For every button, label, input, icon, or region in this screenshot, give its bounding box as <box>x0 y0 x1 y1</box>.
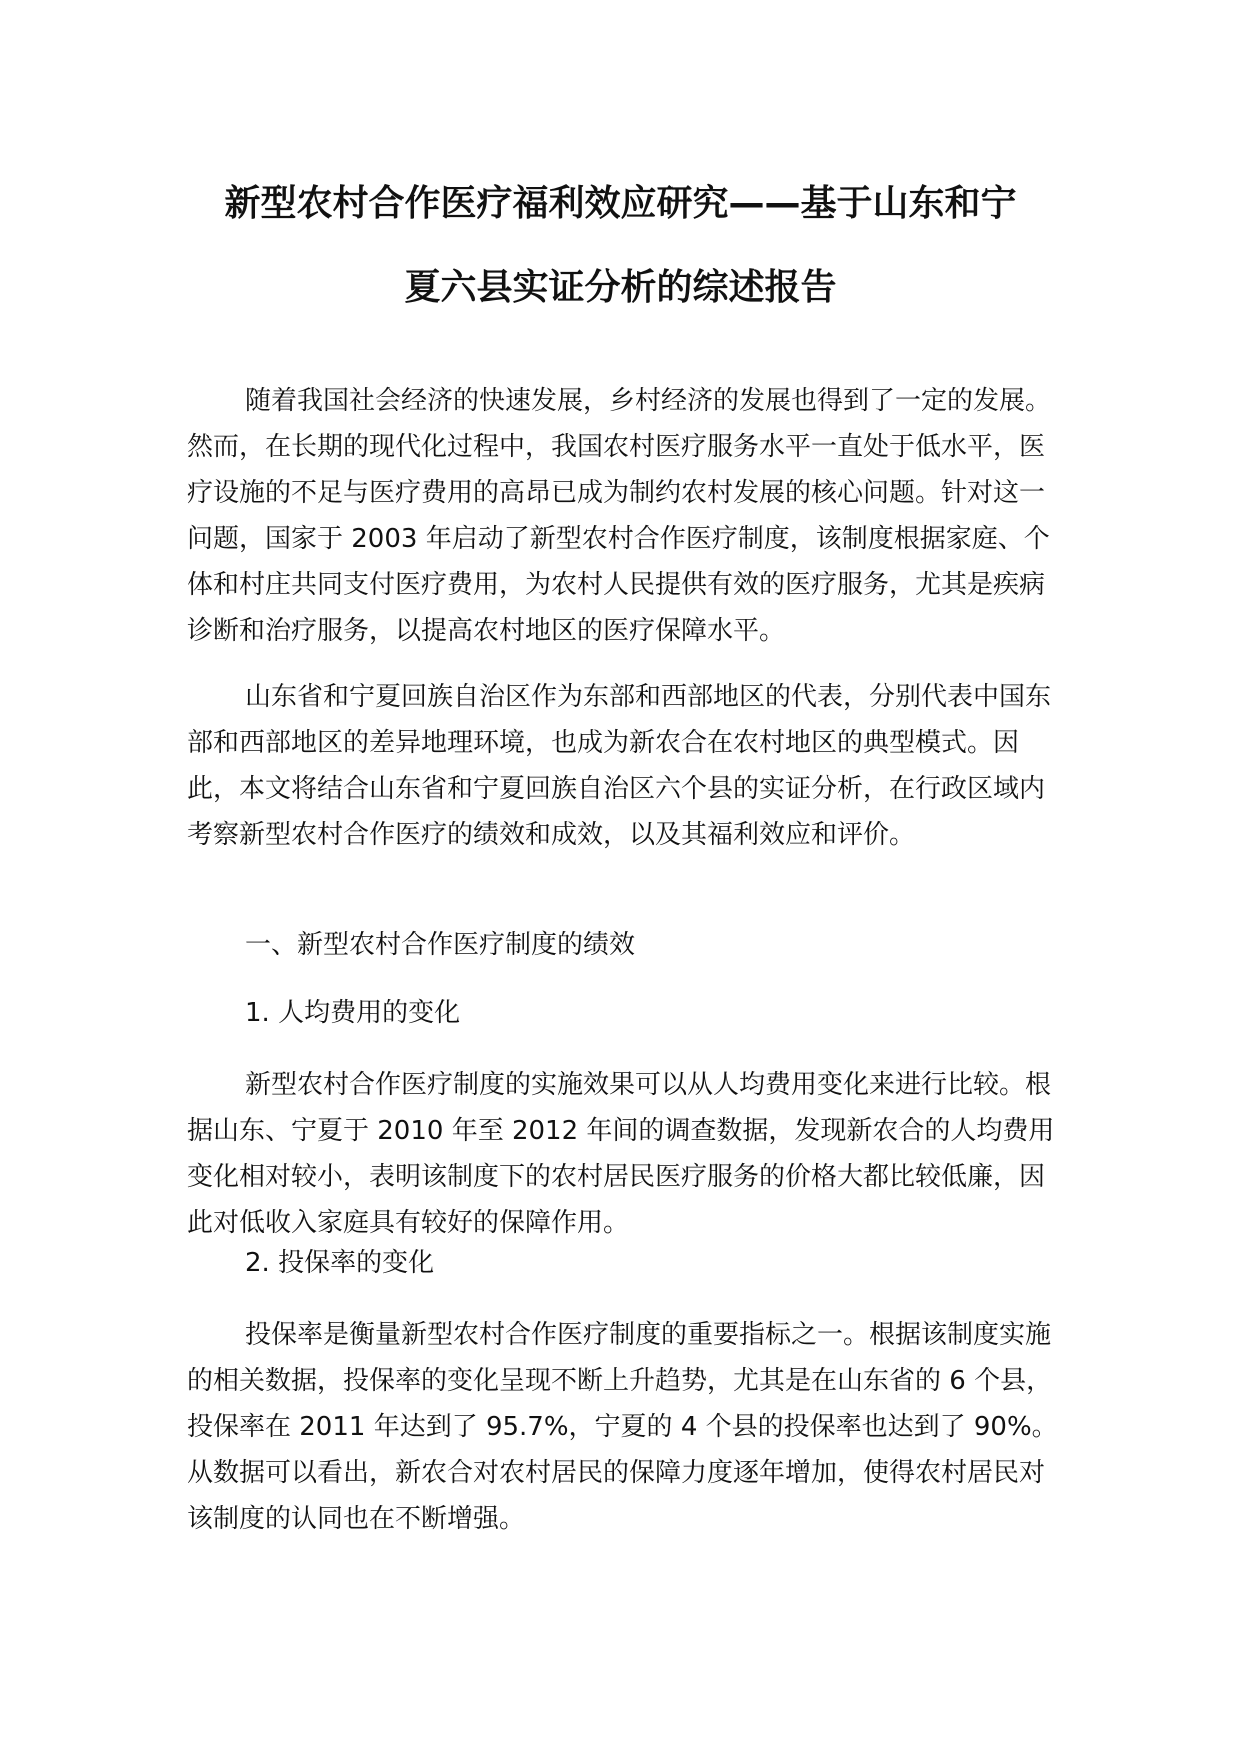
paragraph-regions: 山东省和宁夏回族自治区作为东部和西部地区的代表，分别代表中国东部和西部地区的差异地理环境，也成为新农合在农村地区的典型模式。因此，本文将结合山东省和宁夏回族自治区六个县的实证分析，在行政区域内考察新型农村合作医疗的绩效和成效，以及其福利效应和评价。 <box>187 682 1052 850</box>
document-title-line-2: 夏六县实证分析的综述报告 <box>404 267 837 308</box>
paragraph-intro: 随着我国社会经济的快速发展，乡村经济的发展也得到了一定的发展。然而，在长期的现代化过程中，我国农村医疗服务水平一直处于低水平，医疗设施的不足与医疗费用的高昂已成为制约农村发展的核心问题。针对这一问题，国家于 2003 年启动了新型农村合作医疗制度，该制度根据家庭、个体和村庄共同支付医疗费用，为农村人民提供有效的医疗服务，尤其是疾病诊断和治疗服务，以提高农村地区的医疗保障水平。 <box>187 386 1052 646</box>
paragraph-per-capita-cost: 新型农村合作医疗制度的实施效果可以从人均费用变化来进行比较。根据山东、宁夏于 2010 年至 2012 年间的调查数据，发现新农合的人均费用变化相对较小，表明该制度下的农村居民医疗服务的价格大都比较低廉，因此对低收入家庭具有较好的保障作用。 <box>187 1070 1055 1238</box>
subheading-per-capita-cost: 1. 人均费用的变化 <box>245 998 461 1028</box>
paragraph-enrollment-rate: 投保率是衡量新型农村合作医疗制度的重要指标之一。根据该制度实施的相关数据，投保率的变化呈现不断上升趋势，尤其是在山东省的 6 个县，投保率在 2011 年达到了 95.7%，宁夏的 4 个县的投保率也达到了 90%。从数据可以看出，新农合对农村居民的保障力度逐年增加，使得农村居民对该制度的认同也在不断增强。 <box>187 1320 1058 1534</box>
section-heading-performance: 一、新型农村合作医疗制度的绩效 <box>245 930 636 960</box>
document-title-line-1: 新型农村合作医疗福利效应研究——基于山东和宁 <box>224 183 1017 224</box>
subheading-enrollment-rate: 2. 投保率的变化 <box>245 1248 435 1278</box>
